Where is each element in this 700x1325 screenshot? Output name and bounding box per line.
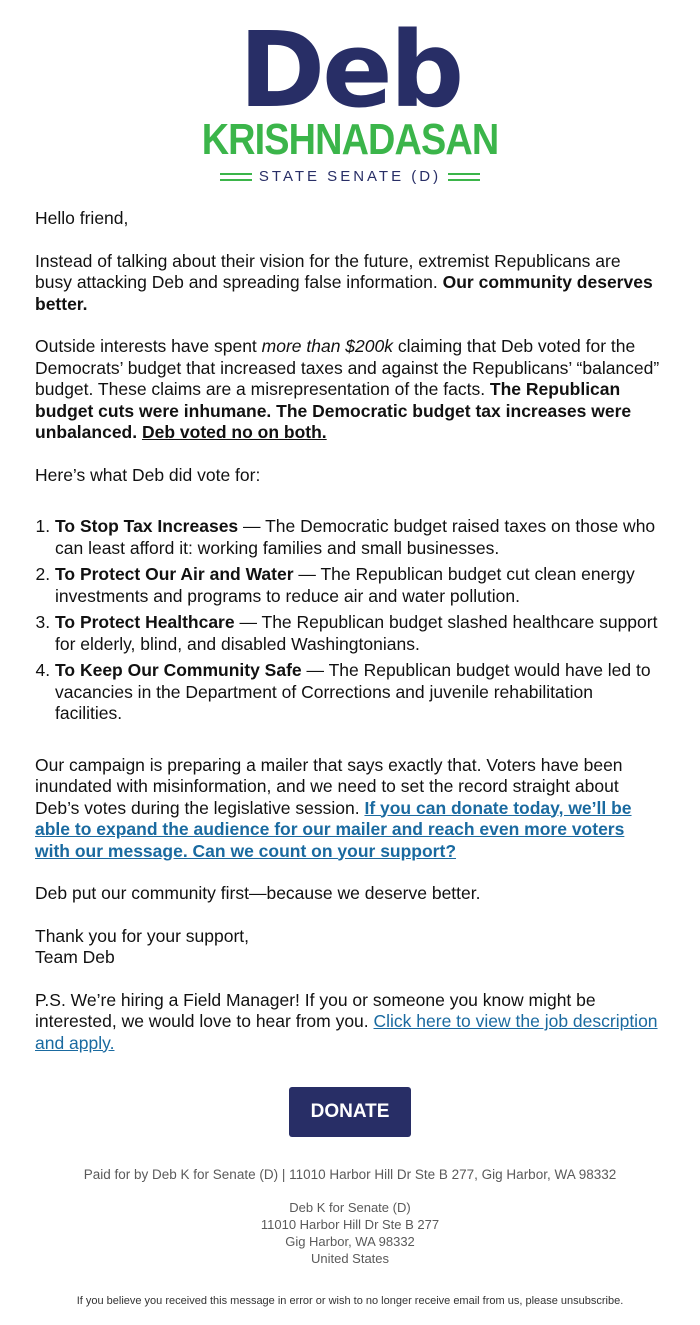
unsubscribe-notice: If you believe you received this message in error or wish to no longer receive email from us, please unsubscribe. — [76, 1295, 624, 1307]
donate-appeal-link-text: If you can donate today, we’ll be able to expand the audience for our mailer and reach even more voters with our message. Can we count on your support? — [35, 797, 632, 861]
logo-right-lines — [448, 173, 480, 181]
vote-list — [35, 516, 660, 725]
logo-last-name: KRISHNADASAN — [201, 115, 499, 164]
ps-text: P.S. We’re hiring a Field Manager! If you or someone you know might be interested, we would love to hear from you. — [35, 989, 596, 1031]
p2-italic: more than $200k — [261, 336, 393, 356]
list-item-title: To Keep Our Community Safe — [55, 660, 302, 680]
list-item-text: — The Republican budget slashed healthcare support for elderly, blind, and disabled Washingtonians. — [55, 612, 658, 654]
job-description-link[interactable]: Click here to view the job description and apply. — [35, 1011, 658, 1053]
intro-bold: Our community deserves better. — [35, 272, 653, 314]
signoff-line-1: Thank you for your support, — [35, 925, 249, 946]
list-item — [55, 516, 660, 559]
greeting: Hello friend, — [35, 208, 129, 228]
p2-bold: The Republican budget cuts were inhumane. The Democratic budget tax increases were unbalanced. — [35, 379, 632, 442]
signoff-line-2: Team Deb — [35, 947, 115, 967]
paragraph-mailer — [35, 755, 660, 863]
paragraph-vote-intro: Here’s what Deb did vote for: — [35, 464, 261, 485]
list-item — [55, 660, 660, 725]
list-item-text: — The Republican budget would have led to vacancies in the Department of Corrections and juvenile rehabilitation facilities. — [55, 660, 651, 723]
p2-underline: Deb voted no on both. — [141, 422, 327, 442]
donate-button[interactable]: DONATE — [289, 1087, 411, 1137]
logo-office-text: STATE SENATE (D) — [258, 168, 442, 185]
list-item-title: To Protect Healthcare — [55, 612, 235, 632]
email-body — [35, 208, 660, 1075]
paragraph-outside-interests — [35, 336, 660, 444]
campaign-logo — [0, 9, 700, 188]
mailing-address — [0, 1199, 700, 1267]
paragraph-community-first: Deb put our community first—because we deserve better. — [35, 883, 481, 903]
list-item-text: — The Democratic budget raised taxes on those who can least afford it: working families and small businesses. — [55, 516, 656, 558]
paragraph-intro — [35, 251, 660, 316]
signoff — [35, 926, 660, 969]
postscript — [35, 990, 660, 1055]
mailer-text: Our campaign is preparing a mailer that says exactly that. Voters have been inundated with misinformation, and we need to set the record straight about Deb’s votes during the legislative session. — [35, 754, 623, 818]
list-item-text: — The Republican budget cut clean energy investments and programs to reduce air and water pollution. — [55, 564, 635, 606]
address-line: Deb K for Senate (D) — [289, 1200, 411, 1215]
logo-first-name: Deb — [238, 9, 462, 131]
list-item — [55, 564, 660, 607]
p2-pre: Outside interests have spent — [35, 336, 262, 356]
list-item-title: To Protect Our Air and Water — [55, 564, 294, 584]
paid-for-disclaimer: Paid for by Deb K for Senate (D) | 11010 Harbor Hill Dr Ste B 277, Gig Harbor, WA 98332 — [83, 1167, 617, 1182]
list-item — [55, 612, 660, 655]
address-line: Gig Harbor, WA 98332 — [285, 1234, 415, 1249]
intro-text: Instead of talking about their vision for the future, extremist Republicans are busy attacking Deb and spreading false information. — [35, 250, 621, 292]
address-line: 11010 Harbor Hill Dr Ste B 277 — [260, 1217, 440, 1232]
logo-office — [220, 166, 480, 188]
address-line: United States — [310, 1251, 390, 1266]
list-item-title: To Stop Tax Increases — [55, 516, 239, 536]
logo-left-lines — [220, 173, 252, 181]
p2-mid: claiming that Deb voted for the Democrats’ budget that increased taxes and against the Republicans’ “balanced” budget. These claims are a misrepresentation of the facts. — [35, 336, 660, 399]
